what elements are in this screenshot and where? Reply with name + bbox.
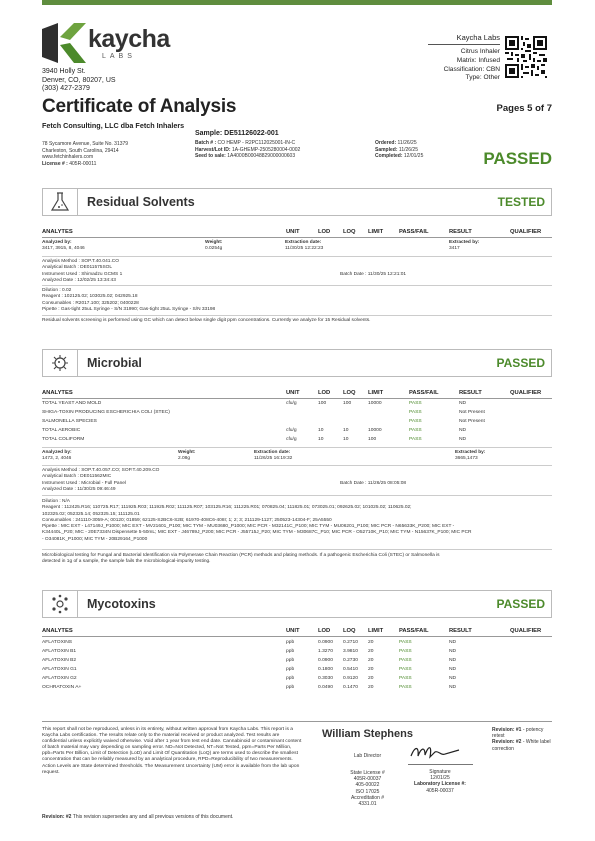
overall-status-badge: PASSED <box>483 149 552 168</box>
cell-unit: cfu/g <box>286 401 297 406</box>
method-info: Analysis Method : SOP.T.40.057.CO; SOP.T.40.209.CO Analytical Batch : DE011562MIC Instrument Used : Microbial - Full Panel Analyzed Date : 11/30/25 09:46:49 <box>42 468 160 492</box>
divider <box>42 315 552 316</box>
extracted-by: Extracted by: 3417 <box>449 240 480 252</box>
cell-unit: cfu/g <box>286 437 297 442</box>
revision-1: Revision: #1 - potency retest <box>492 727 544 740</box>
cell-unit: ppb <box>286 685 295 690</box>
cell-result: ND <box>449 685 457 690</box>
logo-subtitle: LABS <box>102 53 136 60</box>
page-indicator: Pages 5 of 7 <box>496 103 552 114</box>
cell-name: AFLATOXINS <box>42 640 72 645</box>
cell-result: ND <box>449 667 457 672</box>
cell-result: ND <box>459 437 467 442</box>
section-status: PASSED <box>496 356 545 370</box>
batch-date: Batch Date : 11/26/25 08:05:08 <box>340 481 407 486</box>
revision-2: Revision: #2 - White label correction <box>492 739 551 752</box>
divider <box>42 636 552 637</box>
state-license: State License # 405R-00037 405-00022 ISO 17025 Accreditation # 4331.01 <box>350 770 385 808</box>
cell-unit: ppb <box>286 658 295 663</box>
footer-divider <box>42 721 552 722</box>
divider <box>42 285 552 286</box>
cell-lod: 0.0900 <box>318 640 333 645</box>
cell-name: SHIGA-TOXIN PRODUCING ESCHERICHIA COLI (STEC) <box>42 410 170 415</box>
cell-pf: PASS <box>409 437 422 442</box>
table-row <box>42 684 552 693</box>
product-info <box>400 48 500 83</box>
cell-pf: PASS <box>399 658 412 663</box>
cell-unit: ppb <box>286 649 295 654</box>
director-name: William Stephens <box>322 728 413 740</box>
extracted-by: Extracted by: 3665,1473 <box>455 450 486 462</box>
section-status: TESTED <box>497 195 545 209</box>
reagent-info: Dilution : N/A Reagent : 112425.R16; 110725.R17; 111925.R03; 111925.R02; 111125.R07; 103125.R16; 111225.R01; 070825.04; 111825.01; 073025.01; 092625.02; 101025.02; 110625.02; 102325.02; 052325.14; 052325.15; 111125.01 Consumables : 241110-3059-A; 00120; 01859; 62125-S2BC6-S2B; 61970-408C6-408I; 1; 2; 3; 211129-1127; 250523-14304-F; 25A5550 Pipette : MIC EXT - L47149J_P1000; MIC EXT - MV21601_P100; MIC TYM - MU03680_P1000; MIC PCR - M32141C_P100; MIC TYM - MU06201_P100; MIC PCR - N65633K_P200; MIC EXT - K34440L_P20; MIC - 20E7334N Dispensette 5-50mL; MIC EXT - J46789J_P200; MIC PCR - J55715J_P20; MIC TYM - M30687C_P10; MIC PCR - O52710K_P10; MIC TYM - N15637K_P100; MIC PCR - O34081K_P1000; MIC TYM - 20B29164_P1000 <box>42 499 472 542</box>
sampled-date: Sampled: 11/26/25 <box>375 146 418 153</box>
cell-unit: ppb <box>286 667 295 672</box>
cell-result: ND <box>449 658 457 663</box>
section-note: Microbiological testing for Fungal and Bacterial Identification via Polymerase Chain Reaction (PCR) methods and plating methods. If a pathogenic Escherichia Coli (STEC) or Salmonella is detected in 1g of a sample, the sample fails the microbiological-impurity testing. <box>42 553 440 565</box>
cell-loq: 0.5410 <box>343 667 358 672</box>
cell-result: ND <box>459 401 467 406</box>
flask-icon <box>43 189 78 215</box>
harvest-lot-id: Harvest/Lot ID: 1A-GHEMP-2505280004-0002 <box>195 146 301 153</box>
cell-result: ND <box>459 428 467 433</box>
table-row <box>42 418 552 427</box>
top-accent-bar <box>42 0 552 5</box>
sample-dates <box>375 140 423 160</box>
table-row <box>42 409 552 418</box>
cell-limit: 20 <box>368 658 374 663</box>
director-title: Lab Director <box>353 753 382 759</box>
cell-result: ND <box>449 676 457 681</box>
lab-name-divider <box>428 44 500 45</box>
analyzed-by: Analyzed by: 3417, 3915, 8, 4046 <box>42 240 85 252</box>
cell-name: OCHRATOXIN A+ <box>42 685 82 690</box>
section-title: Microbial <box>87 356 142 370</box>
cell-unit: ppb <box>286 676 295 681</box>
kaycha-logo <box>42 23 170 65</box>
cell-result: ND <box>449 640 457 645</box>
cell-loq: 0.9120 <box>343 676 358 681</box>
table-row <box>42 657 552 666</box>
product-name: Citrus Inhaler <box>460 48 500 55</box>
cell-unit: cfu/g <box>286 428 297 433</box>
cell-lod: 10 <box>318 437 324 442</box>
lab-address <box>42 68 116 94</box>
weight: Weight: 0.0254g <box>205 240 223 252</box>
cell-lod: 0.0900 <box>318 658 333 663</box>
client-address <box>42 141 128 167</box>
cell-loq: 0.2730 <box>343 658 358 663</box>
completed-date: Completed: 12/01/25 <box>375 153 424 160</box>
cell-limit: 20 <box>368 685 374 690</box>
table-row <box>42 639 552 648</box>
section-title: Residual Solvents <box>87 195 195 209</box>
divider <box>42 495 552 496</box>
divider <box>42 447 552 448</box>
cell-lod: 1.3270 <box>318 649 333 654</box>
matrix: Matrix: Infused <box>456 56 500 64</box>
cell-pf: PASS <box>399 676 412 681</box>
cell-pf: PASS <box>399 649 412 654</box>
cell-loq: 10 <box>343 437 349 442</box>
lab-name: Kaycha Labs <box>456 33 500 42</box>
cell-result: ND <box>449 649 457 654</box>
cell-name: AFLATOXIN G2 <box>42 676 77 681</box>
cell-pf: PASS <box>409 419 422 424</box>
cell-name: TOTAL COLIFORM <box>42 437 85 442</box>
client-name: Fetch Consulting, LLC dba Fetch Inhalers <box>42 121 185 130</box>
table-row <box>42 666 552 675</box>
disclaimer: This report shall not be reproduced, unless in its entirety, without written approval from Kaycha Labs. This report is a Kaycha Labs certification. The results relate only to the material received or product analyzed. Test results are confidential unless explicitly waived otherwise. Void after 1 year from test end date. Cannabinoid or contaminant content of batch material may vary depending on sampling error. ND=Not Detected, NT=Not Tested, ppm=Parts Per Million, ppb=Parts Per Billion, Limit of Detection (LoD) and Limit Of Quantitation (LoQ) are terms used to describe the smallest concentration that can be reliably measured by an analytical procedure, RPD=Reproducibility of two measurements. Action Levels are State determined thresholds. The Measurement Uncertainty (UM) error is available from the lab upon request. <box>42 727 302 775</box>
sample-id: Sample: DE51126022-001 <box>195 130 279 137</box>
reagent-info: Dilution : 0.02 Reagent : 102125.02; 103025.02; 042925.18 Consumables : R2017.100; 325202; 0400228 Pipette : Gas-tight 25uL Syringe - S/N 31990; Gas-tight 25uL Syringe - S/N 33198 <box>42 288 216 312</box>
cell-unit: ppb <box>286 640 295 645</box>
cell-name: SALMONELLA SPECIES <box>42 419 97 424</box>
section-note: Residual solvents screening is performed using GC which can detect below single digit ppm concentrations. Currently we analyze for 15 Residual solvents. <box>42 318 371 323</box>
cell-result: Not Present <box>459 410 485 415</box>
cell-name: TOTAL AEROBIC <box>42 428 81 433</box>
cell-loq: 0.1470 <box>343 685 358 690</box>
divider <box>42 256 552 257</box>
microbial-header <box>42 349 552 377</box>
analyzed-by: Analyzed by: 1473, 2, 4046 <box>42 450 72 462</box>
cell-lod: 0.1800 <box>318 667 333 672</box>
mold-icon <box>43 591 78 617</box>
table-row <box>42 427 552 436</box>
client-address-line: Charleston, South Carolina, 29414 <box>42 147 119 154</box>
page-title: Certificate of Analysis <box>42 96 237 117</box>
cell-loq: 0.2710 <box>343 640 358 645</box>
product-type: Type: Other <box>465 74 500 82</box>
batch-number: Batch # : CO HEMP - R2PC112025001-IN-C <box>195 140 296 146</box>
revision-notes <box>492 727 556 752</box>
kaycha-logo-mark-icon <box>42 23 86 63</box>
client-address-line: 78 Sycamore Avenue, Suite No. 31379 <box>42 141 129 147</box>
mycotoxins-header <box>42 590 552 618</box>
extraction-date: Extraction date: 11/26/25 16:19:32 <box>254 450 293 462</box>
cell-name: AFLATOXIN G1 <box>42 667 77 672</box>
weight: Weight: 2.08g <box>178 450 196 462</box>
client-website[interactable]: www.fetchinhalers.com <box>42 154 94 161</box>
logo-name: kaycha <box>88 25 170 53</box>
batch-date: Batch Date : 11/30/25 12:21:01 <box>340 272 407 277</box>
cell-lod: 0.0490 <box>318 685 333 690</box>
revision-footnote: Revision: #2 This revision supersedes any and all previous versions of this document. <box>42 814 234 820</box>
section-status: PASSED <box>496 597 545 611</box>
qr-code-icon[interactable] <box>505 36 547 78</box>
cell-limit: 20 <box>368 667 374 672</box>
cell-loq: 3.9810 <box>343 649 358 654</box>
section-title: Mycotoxins <box>87 597 156 611</box>
sample-details <box>195 140 300 160</box>
table-row <box>42 675 552 684</box>
ordered-date: Ordered: 11/26/25 <box>375 140 417 146</box>
signature-info: Signature 12/01/25 Laboratory License #: 405R-00037 <box>414 769 466 794</box>
divider <box>42 237 552 238</box>
cell-limit: 20 <box>368 676 374 681</box>
extraction-date: Extraction date: 11/30/25 12:22:23 <box>285 240 324 252</box>
address-line: Denver, CO, 80207, US <box>42 76 116 84</box>
cell-loq: 10 <box>343 428 349 433</box>
cell-pf: PASS <box>409 401 422 406</box>
cell-pf: PASS <box>399 640 412 645</box>
divider <box>42 465 552 466</box>
table-row <box>42 400 552 409</box>
divider <box>42 398 552 399</box>
cell-limit: 10000 <box>368 428 382 433</box>
cell-name: AFLATOXIN B1 <box>42 649 77 654</box>
cell-name: TOTAL YEAST AND MOLD <box>42 401 102 406</box>
address-line: 3940 Holly St. <box>42 68 86 75</box>
cell-pf: PASS <box>399 667 412 672</box>
cell-loq: 100 <box>343 401 352 406</box>
client-license: License # : 405R-00011 <box>42 160 97 167</box>
cell-lod: 10 <box>318 428 324 433</box>
cell-limit: 20 <box>368 649 374 654</box>
cell-limit: 10000 <box>368 401 382 406</box>
classification: Classification: CBN <box>443 65 500 73</box>
cell-pf: PASS <box>409 410 422 415</box>
microbe-icon <box>43 350 78 376</box>
signature-line <box>408 764 473 765</box>
cell-lod: 100 <box>318 401 327 406</box>
cell-limit: 100 <box>368 437 377 442</box>
divider <box>42 549 552 550</box>
residual-solvents-header <box>42 188 552 216</box>
method-info: Analysis Method : SOP.T.40.041.CO Analytical Batch : DE011575SOL Instrument Used : Shimadzu GCMS 1 Analyzed Date : 12/02/25 13:34:43 <box>42 259 123 283</box>
address-line: (303) 427-2379 <box>42 85 90 92</box>
table-row <box>42 648 552 657</box>
cell-pf: PASS <box>409 428 422 433</box>
cell-limit: 20 <box>368 640 374 645</box>
seed-to-sale: Seed to sale: 1A4000B00048829000000603 <box>195 153 296 160</box>
cell-lod: 0.3030 <box>318 676 333 681</box>
table-row <box>42 436 552 445</box>
signature-image <box>405 740 465 764</box>
cell-result: Not Present <box>459 419 485 424</box>
cell-name: AFLATOXIN B2 <box>42 658 77 663</box>
cell-pf: PASS <box>399 685 412 690</box>
